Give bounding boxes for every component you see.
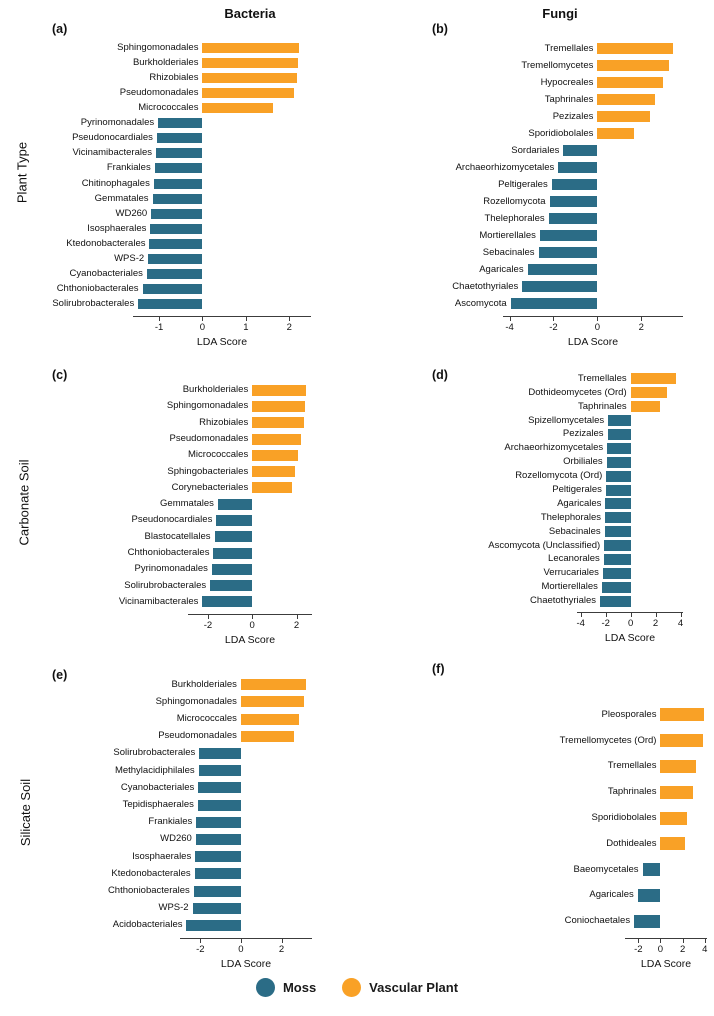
bar [602, 582, 631, 593]
category-label: Solirubrobacterales [113, 747, 196, 759]
bar [597, 111, 650, 122]
category-label: Rozellomycota [483, 195, 546, 207]
category-label: Sphingomonadales [155, 695, 237, 707]
category-label: WD260 [160, 833, 192, 845]
x-axis-tick [581, 613, 582, 617]
x-axis-tick-label: 4 [677, 618, 684, 629]
category-label: Tremellales [577, 372, 627, 384]
x-axis-tick [159, 317, 160, 321]
x-axis-tick-label: -4 [505, 322, 514, 333]
category-label: Chthoniobacterales [127, 547, 210, 558]
x-axis-tick-label: -2 [601, 618, 610, 629]
category-label: Solirubrobacterales [52, 298, 135, 310]
x-axis-tick [208, 615, 209, 619]
category-label: Tremellales [607, 760, 657, 772]
category-label: Isosphaerales [132, 850, 192, 862]
category-label: Sebacinales [548, 525, 601, 537]
category-label: Solirubrobacterales [124, 579, 207, 591]
x-axis-tick [641, 317, 642, 321]
row-label-silicate-soil: Silicate Soil [18, 778, 33, 847]
category-label: Ascomycota [454, 297, 507, 309]
bar [511, 298, 598, 309]
bar [631, 401, 660, 412]
category-label: Pseudomonadales [119, 86, 199, 98]
x-axis-tick [660, 939, 661, 943]
panel-tag: (d) [432, 368, 448, 382]
category-label: Rhizobiales [149, 71, 199, 83]
x-axis-label: LDA Score [604, 632, 656, 644]
x-axis-tick-label: 2 [293, 620, 300, 631]
bar [605, 498, 630, 509]
category-label: Ktedonobacterales [66, 238, 146, 249]
x-axis-tick-label: 1 [243, 322, 249, 333]
panel-tag: (b) [432, 22, 448, 36]
x-axis-tick-label: 2 [638, 322, 644, 333]
bar [540, 230, 598, 241]
x-axis-tick [252, 615, 253, 619]
category-label: Blastocatellales [144, 530, 211, 542]
category-label: Thelephorales [484, 212, 545, 224]
category-label: Sphingomonadales [117, 41, 199, 53]
bar [539, 247, 598, 258]
bar [600, 596, 631, 607]
x-axis-tick-label: 0 [657, 944, 664, 955]
category-label: Tremellomycetes (Ord) [559, 734, 657, 746]
bar [522, 281, 597, 292]
bar [608, 429, 631, 440]
bar [631, 373, 676, 384]
category-label: Tremellomycetes [521, 59, 594, 71]
category-label: Cyanobacteriales [120, 781, 195, 793]
bar [558, 162, 597, 173]
x-axis-tick-label: 0 [627, 618, 634, 629]
legend-swatch-vascular-plant [342, 978, 361, 997]
x-axis-label: LDA Score [196, 336, 248, 348]
category-label: Sebacinales [482, 246, 535, 258]
bar [607, 457, 631, 468]
x-axis-tick-label: -2 [549, 322, 558, 333]
legend [0, 978, 714, 997]
category-label: Archaeorhizomycetales [504, 442, 604, 454]
category-label: Agaricales [589, 889, 634, 901]
category-label: Verrucariales [543, 567, 599, 579]
legend-label-moss: Moss [282, 980, 317, 995]
category-label: Mortierellales [541, 581, 598, 593]
x-axis-tick [241, 939, 242, 943]
category-label: Taphrinales [544, 93, 594, 105]
category-label: Agaricales [479, 263, 524, 275]
x-axis-tick-label: 0 [199, 322, 206, 333]
category-label: Burkholderiales [182, 384, 249, 396]
category-label: Agaricales [557, 497, 602, 509]
bar [550, 196, 598, 207]
bar [199, 748, 241, 759]
bar [198, 800, 241, 811]
legend-swatch-moss [256, 978, 275, 997]
panel-tag: (e) [52, 668, 68, 682]
category-label: Pyrinomonadales [80, 117, 155, 129]
bar [241, 696, 304, 707]
category-label: Gemmatales [94, 192, 149, 204]
category-label: Methylacidiphilales [114, 764, 195, 776]
category-label: Chitinophagales [81, 177, 150, 189]
category-label: Acidobacteriales [112, 919, 183, 931]
column-title-fungi: Fungi [542, 6, 578, 21]
x-axis-tick-label: 2 [278, 944, 285, 955]
column-title-bacteria: Bacteria [224, 6, 276, 21]
x-axis-label: LDA Score [640, 958, 692, 970]
x-axis-tick-label: 0 [249, 620, 255, 631]
bar [638, 889, 661, 902]
category-label: Micrococcales [176, 713, 237, 724]
legend-item-vascular-plant [342, 978, 458, 997]
x-axis-tick [638, 939, 639, 943]
bar [643, 863, 661, 876]
category-label: Burkholderiales [132, 56, 199, 68]
category-label: Vicinamibacterales [118, 595, 199, 607]
category-label: Lecanorales [548, 553, 600, 565]
category-label: Micrococcales [138, 102, 199, 113]
legend-item-moss [256, 978, 316, 997]
category-label: Coniochaetales [564, 915, 631, 927]
x-axis-tick [631, 613, 632, 617]
bar [605, 526, 631, 537]
bar [607, 443, 630, 454]
panel-tag: (a) [52, 22, 68, 36]
x-axis-label: LDA Score [224, 634, 276, 646]
bar [660, 786, 692, 799]
category-label: Mortierellales [479, 229, 536, 241]
x-axis-tick [705, 939, 706, 943]
x-axis-tick-label: -2 [196, 944, 205, 955]
category-label: Pseudonocardiales [72, 132, 153, 144]
category-label: Vicinamibacterales [72, 147, 152, 159]
x-axis-tick [282, 939, 283, 943]
x-axis-tick [606, 613, 607, 617]
category-label: Sphingobacteriales [167, 465, 249, 477]
category-label: Taphrinales [578, 400, 627, 412]
bar [634, 915, 660, 928]
category-label: Hypocreales [540, 76, 594, 88]
category-label: Dothideomycetes (Ord) [528, 386, 627, 398]
category-label: Rhizobiales [199, 416, 249, 428]
category-label: WPS-2 [158, 902, 189, 914]
bar [563, 145, 597, 156]
bar [193, 903, 241, 914]
category-label: Sporidiobolales [528, 127, 594, 139]
category-label: Pezizales [552, 110, 594, 122]
x-axis-tick [246, 317, 247, 321]
category-label: Pseudomonadales [169, 433, 249, 444]
bar [528, 264, 598, 275]
category-label: Thelephorales [540, 511, 602, 523]
x-axis-tick-label: 4 [702, 944, 708, 955]
category-label: Frankiales [106, 162, 151, 174]
x-axis-line [188, 614, 312, 615]
bar [660, 812, 687, 825]
bar [606, 485, 631, 496]
category-label: Spizellomycetales [528, 414, 605, 426]
panel-tag: (f) [432, 662, 445, 676]
bar [631, 387, 668, 398]
x-axis-tick-label: 2 [286, 322, 292, 333]
category-label: Micrococcales [188, 449, 249, 461]
row-label-plant-type: Plant Type [14, 141, 30, 204]
x-axis-tick-label: 0 [594, 322, 601, 333]
category-label: Peltigerales [498, 178, 548, 190]
x-axis-tick [597, 317, 598, 321]
x-axis-tick [200, 939, 201, 943]
category-label: Dothideales [606, 837, 657, 849]
x-axis-tick-label: 0 [238, 944, 244, 955]
bar [606, 471, 630, 482]
panel-tag: (c) [52, 368, 68, 382]
bar [660, 708, 704, 721]
category-label: Chaetothyriales [452, 280, 519, 292]
category-label: Gemmatales [160, 498, 214, 510]
category-label: Archaeorhizomycetales [455, 161, 555, 173]
bar [605, 512, 631, 523]
category-label: Orbiliales [563, 456, 603, 468]
category-label: Corynebacteriales [171, 481, 249, 493]
x-axis-tick-label: -1 [154, 322, 164, 333]
category-label: WD260 [115, 207, 148, 219]
category-label: Tepidisphaerales [122, 799, 194, 810]
bar [552, 179, 598, 190]
x-axis-line [625, 938, 707, 939]
x-axis-tick [202, 317, 203, 321]
category-label: Pleosporales [601, 708, 657, 720]
category-label: Tremellales [544, 42, 594, 54]
x-axis-tick [553, 317, 554, 321]
x-axis-label: LDA Score [567, 336, 619, 348]
category-label: Sporidiobolales [591, 812, 657, 823]
category-label: Ascomycota (Unclassified) [488, 539, 601, 551]
x-axis-tick-label: 2 [679, 944, 686, 955]
category-label: Sordariales [511, 144, 560, 156]
category-label: Ktedonobacterales [111, 867, 191, 879]
category-label: Pseudomonadales [158, 730, 237, 742]
x-axis-tick [683, 939, 684, 943]
bar [195, 851, 241, 862]
x-axis-tick-label: -2 [634, 944, 643, 955]
category-label: Burkholderiales [171, 678, 237, 690]
bar [604, 540, 630, 551]
bar [549, 213, 598, 224]
category-label: WPS-2 [114, 253, 145, 265]
x-axis-tick-label: 2 [652, 618, 659, 629]
x-axis-tick [656, 613, 657, 617]
x-axis-line [503, 316, 683, 317]
category-label: Isosphaerales [87, 222, 147, 234]
x-axis-tick [297, 615, 298, 619]
bar [597, 60, 668, 71]
category-label: Chthoniobacterales [107, 885, 190, 896]
bar [660, 837, 685, 850]
category-label: Sphingomonadales [166, 400, 249, 412]
bar [660, 734, 702, 747]
bar [603, 568, 631, 579]
bar [597, 94, 655, 105]
category-label: Chthoniobacterales [56, 283, 139, 295]
category-label: Pseudonocardiales [131, 514, 213, 526]
legend-label-vascular-plant: Vascular Plant [369, 980, 459, 995]
category-label: Baeomycetales [573, 863, 639, 875]
bar [597, 128, 633, 139]
x-axis-tick [289, 317, 290, 321]
x-axis-tick [681, 613, 682, 617]
category-label: Chaetothyriales [530, 595, 597, 607]
category-label: Cyanobacteriales [69, 268, 143, 280]
bar [597, 77, 663, 88]
category-label: Frankiales [148, 816, 193, 828]
bar [608, 415, 630, 426]
category-label: Peltigerales [552, 484, 602, 495]
row-label-carbonate-soil: Carbonate Soil [16, 459, 32, 546]
x-axis-tick-label: -2 [203, 620, 213, 631]
bar [660, 760, 695, 773]
x-axis-tick-label: -4 [576, 618, 585, 629]
x-axis-label: LDA Score [220, 958, 272, 970]
category-label: Pezizales [562, 428, 604, 440]
bar [241, 679, 306, 690]
category-label: Pyrinomonadales [134, 563, 208, 575]
bar [604, 554, 631, 565]
bar [597, 43, 673, 54]
category-label: Rozellomycota (Ord) [515, 470, 603, 482]
x-axis-tick [510, 317, 511, 321]
category-label: Taphrinales [607, 786, 657, 798]
